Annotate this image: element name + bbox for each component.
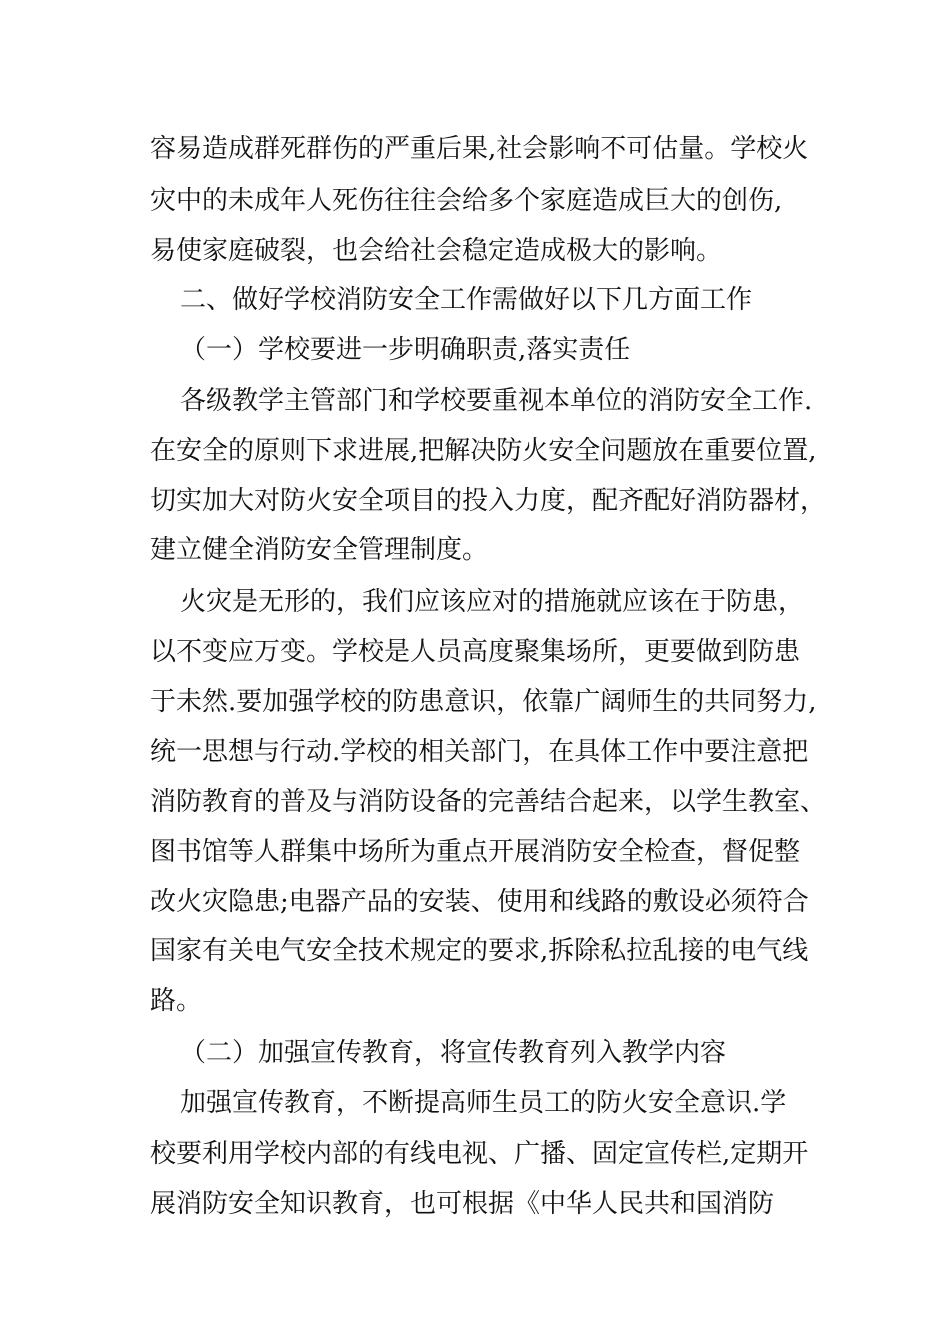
text-line: 在安全的原则下求进展,把解决防火安全问题放在重要位置, (150, 436, 817, 466)
text-line: 图书馆等人群集中场所为重点开展消防安全检查，督促整 (150, 837, 801, 867)
subsection-heading: （二）加强宣传教育，将宣传教育列入教学内容 (180, 1038, 727, 1068)
paragraph-first-line: 各级教学主管部门和学校要重视本单位的消防安全工作. (180, 386, 813, 416)
text-line: 易使家庭破裂，也会给社会稳定造成极大的影响。 (150, 236, 723, 266)
text-line: 统一思想与行动.学校的相关部门，在具体工作中要注意把 (150, 737, 809, 767)
paragraph-first-line: 加强宣传教育，不断提高师生员工的防火安全意识.学 (180, 1088, 787, 1118)
section-heading: 二、做好学校消防安全工作需做好以下几方面工作 (180, 285, 753, 315)
text-line: 切实加大对防火安全项目的投入力度，配齐配好消防器材， (150, 486, 827, 516)
text-line: 于未然.要加强学校的防患意识，依靠广阔师生的共同努力, (150, 687, 817, 717)
text-line: 改火灾隐患;电器产品的安装、使用和线路的敷设必须符合 (150, 887, 809, 917)
text-line: 消防教育的普及与消防设备的完善结合起来，以学生教室、 (150, 787, 827, 817)
text-line: 国家有关电气安全技术规定的要求,拆除私拉乱接的电气线 (150, 936, 809, 966)
subsection-heading: （一）学校要进一步明确职责,落实责任 (180, 335, 631, 365)
text-line: 建立健全消防安全管理制度。 (150, 535, 489, 565)
paragraph-first-line: 火灾是无形的，我们应该应对的措施就应该在于防患， (180, 587, 805, 617)
text-line: 灾中的未成年人死伤往往会给多个家庭造成巨大的创伤, (150, 186, 783, 216)
text-line: 校要利用学校内部的有线电视、广播、固定宣传栏,定期开 (150, 1139, 809, 1169)
text-line: 路。 (150, 986, 203, 1016)
text-line: 展消防安全知识教育，也可根据《中华人民共和国消防 (150, 1189, 775, 1219)
text-line: 以不变应万变。学校是人员高度聚集场所，更要做到防患 (150, 637, 801, 667)
text-line: 容易造成群死群伤的严重后果,社会影响不可估量。学校火 (150, 134, 809, 164)
